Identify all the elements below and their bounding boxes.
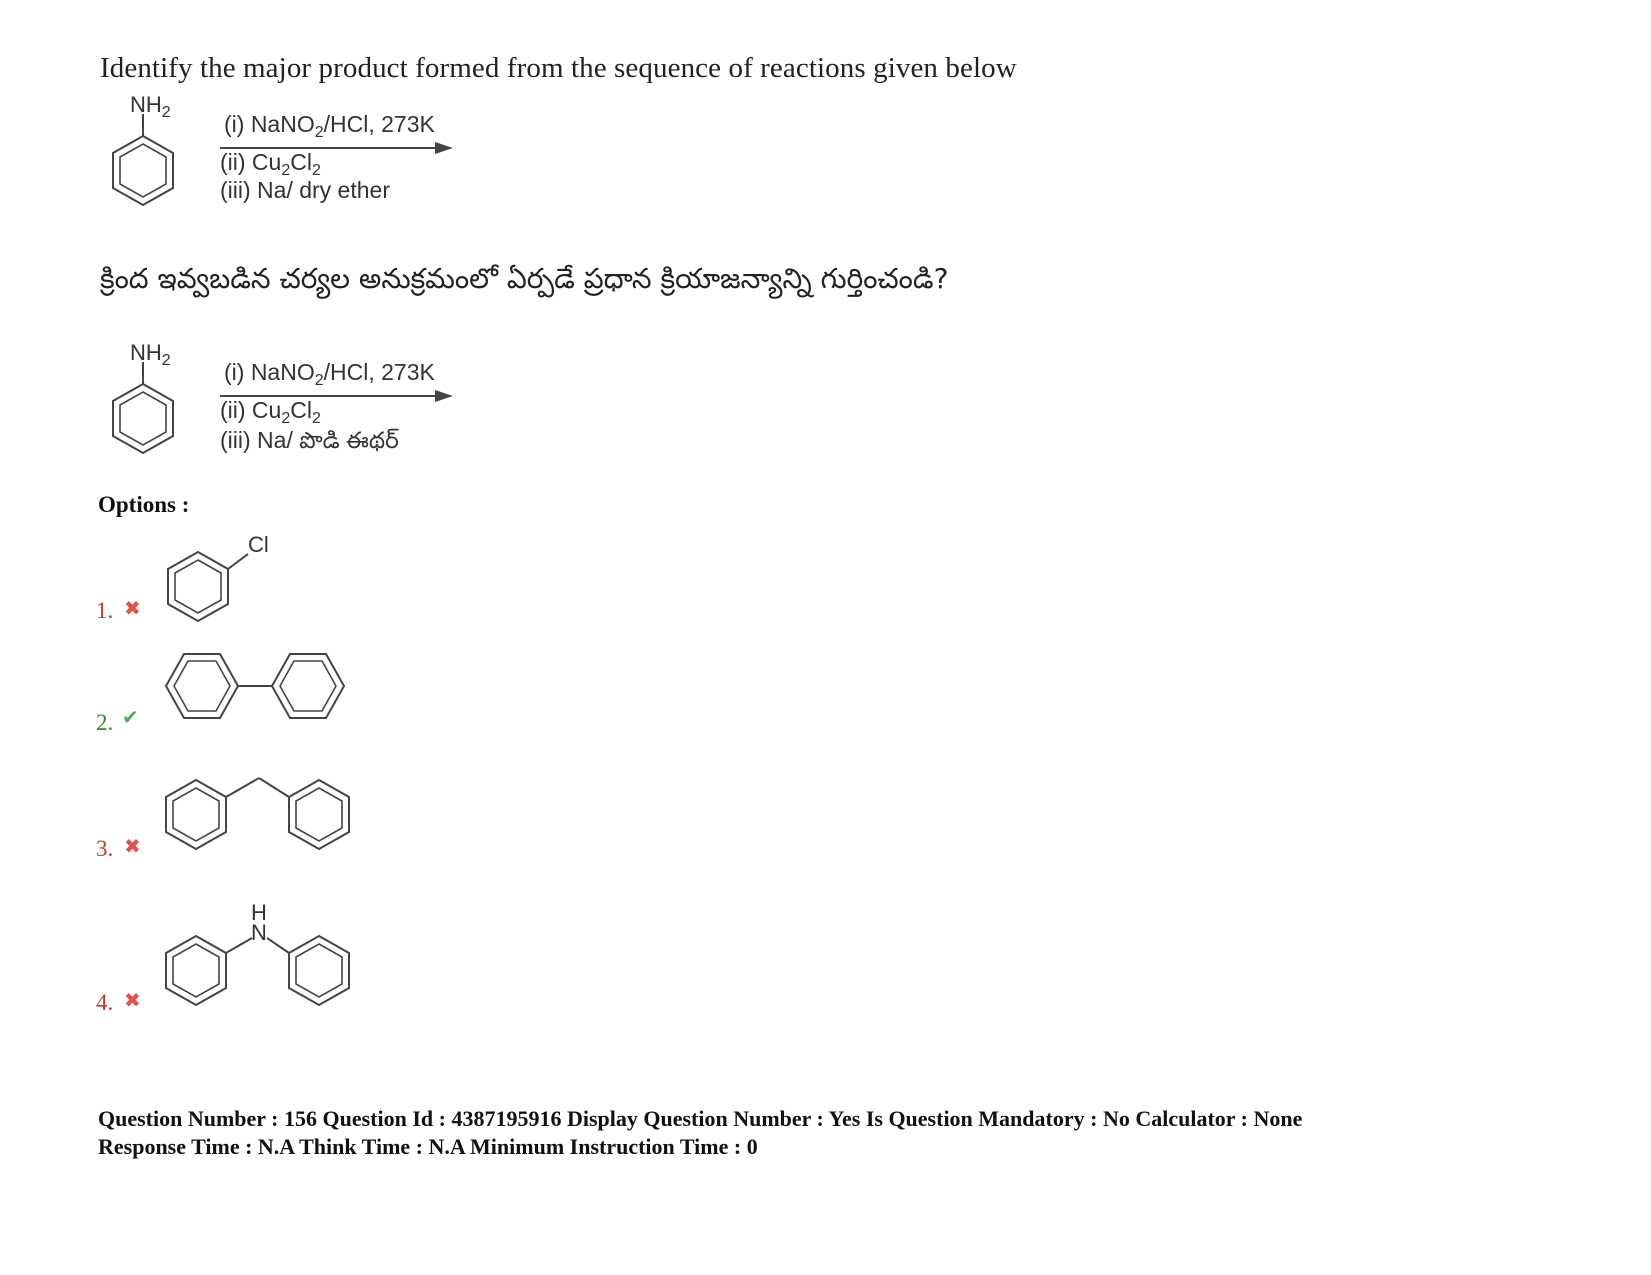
chlorobenzene-structure [156, 526, 296, 626]
options-label: Options : [98, 492, 190, 517]
check-icon: ✔ [122, 705, 139, 729]
question-text-te: క్రింద ఇవ్వబడిన చర్యల అనుక్రమంలో ఏర్పడే ప్రధాన క్రియాజన్యాన్ని గుర్తించండి? [100, 262, 949, 295]
diphenylamine-structure [156, 900, 416, 1020]
question-meta-line-2: Response Time : N.A Think Time : N.A Minimum Instruction Time : 0 [98, 1134, 758, 1159]
aniline-structure [113, 92, 173, 205]
arrow-head-icon [435, 142, 453, 154]
option-number: 3. [96, 836, 114, 861]
step3-label: (iii) Na/ పొడి ఈథర్ [220, 427, 399, 453]
biphenyl-structure [156, 645, 416, 735]
option-number: 4. [96, 990, 114, 1015]
option-1 [96, 526, 416, 626]
hydrogen-label: H [251, 900, 267, 925]
question-text-en: Identify the major product formed from the sequence of reactions given below [100, 52, 1017, 84]
amine-group-label: $NH_2$ [130, 340, 171, 369]
option-3 [96, 758, 416, 868]
step2-label: (ii) $Cu_2Cl_2$ [220, 397, 321, 427]
nitrogen-label: N [251, 920, 267, 945]
aniline-structure [113, 340, 173, 453]
cross-icon: ✖ [124, 834, 141, 858]
step2-label: (ii) $Cu_2Cl_2$ [220, 149, 321, 179]
option-2 [96, 645, 416, 745]
question-meta-line-1: Question Number : 156 Question Id : 4387195916 Display Question Number : Yes Is Question Mandatory : No Calculator : None [98, 1106, 1303, 1131]
step3-label: (iii) Na/ dry ether [220, 177, 390, 203]
option-number: 1. [96, 598, 114, 623]
chlorine-label: Cl [248, 532, 269, 557]
arrow-head-icon [435, 390, 453, 402]
cross-icon: ✖ [124, 988, 141, 1012]
reaction-scheme-en [100, 92, 500, 222]
option-4 [96, 900, 416, 1020]
step1-label: (i) NaNO$_2$/HCl, 273K [224, 359, 435, 389]
step1-label: (i) NaNO$_2$/HCl, 273K [224, 111, 435, 141]
reaction-scheme-te [100, 340, 500, 470]
reaction-diagram-te [100, 340, 500, 470]
cross-icon: ✖ [124, 596, 141, 620]
diphenylmethane-structure [156, 758, 416, 858]
reaction-diagram-en [100, 92, 500, 222]
option-number: 2. [96, 710, 114, 735]
amine-group-label: $NH_2$ [130, 92, 171, 121]
